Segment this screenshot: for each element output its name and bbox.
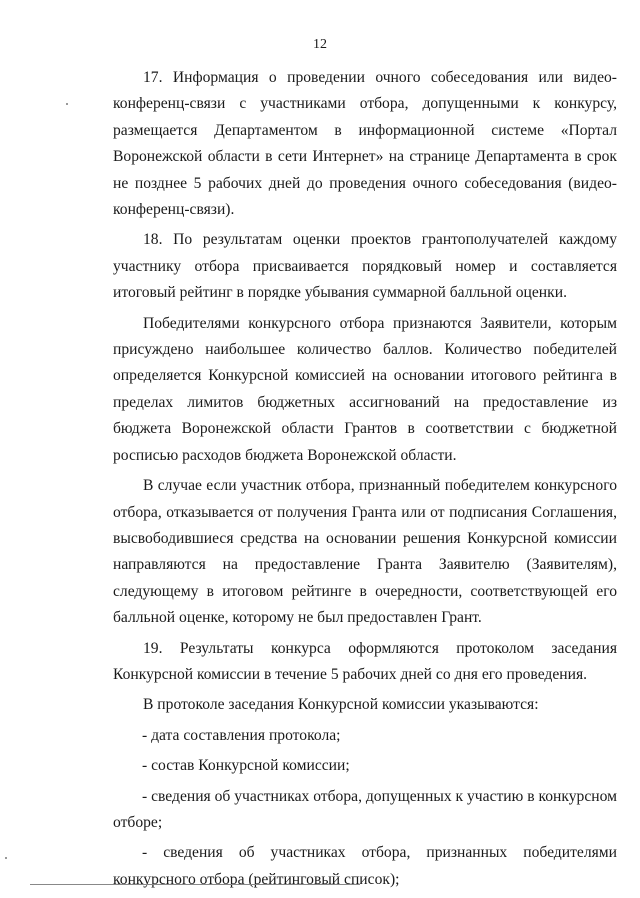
paragraph-protocol-intro: В протоколе заседания Конкурсной комиссии указываются: xyxy=(143,696,539,714)
paragraph-winners: Победителями конкурсного отбора признаются Заявители, которым присуждено наибольшее количество баллов. Количество победителей определяется Конкурсной комиссией на основании итогового рейтинга в пределах лимитов бюджетных ассигнований на предоставление из бюджета Воронежской области Грантов в соответствии с бюджетной росписью расходов бюджета Воронежской области. xyxy=(113,314,617,464)
page-number: 12 xyxy=(313,37,327,52)
scan-artifact-dot xyxy=(66,103,68,105)
paragraph-19: 19. Результаты конкурса оформляются протоколом заседания Конкурсной комиссии в течение 5 рабочих дней со дня его проведения. xyxy=(113,639,617,683)
paragraph-17: 17. Информация о проведении очного собеседования или видео-конференц-связи с участниками отбора, допущенными к конкурсу, размещается Департаментом в информационной системе «Портал Воронежской области в сети Интернет» на странице Департамента в срок не позднее 5 рабочих дней до проведения очного собеседования (видео-конференц-связи). xyxy=(113,69,617,219)
document-body xyxy=(113,65,617,893)
list-item: - сведения об участниках отбора, допущенных к участию в конкурсном отборе; xyxy=(113,787,617,831)
scan-artifact-dot xyxy=(5,857,7,859)
paragraph-refusal: В случае если участник отбора, признанный победителем конкурсного отбора, отказывается от получения Гранта или от подписания Соглашения, высвободившиеся средства на основании решения Конкурсной комиссии направляются на предоставление Гранта Заявителю (Заявителям), следующему в итоговом рейтинге в очередности, соответствующей его балльной оценке, которому не был предоставлен Грант. xyxy=(113,477,617,627)
list-item: - дата составления протокола; xyxy=(142,726,341,744)
list-item: - состав Конкурсной комиссии; xyxy=(142,757,350,775)
list-item: - сведения об участниках отбора, признанных победителями конкурсного отбора (рейтинговый список); xyxy=(113,844,617,888)
scan-artifact-line xyxy=(30,884,360,885)
paragraph-18: 18. По результатам оценки проектов грантополучателей каждому участнику отбора присваивается порядковый номер и составляется итоговый рейтинг в порядке убывания суммарной балльной оценки. xyxy=(113,231,617,302)
